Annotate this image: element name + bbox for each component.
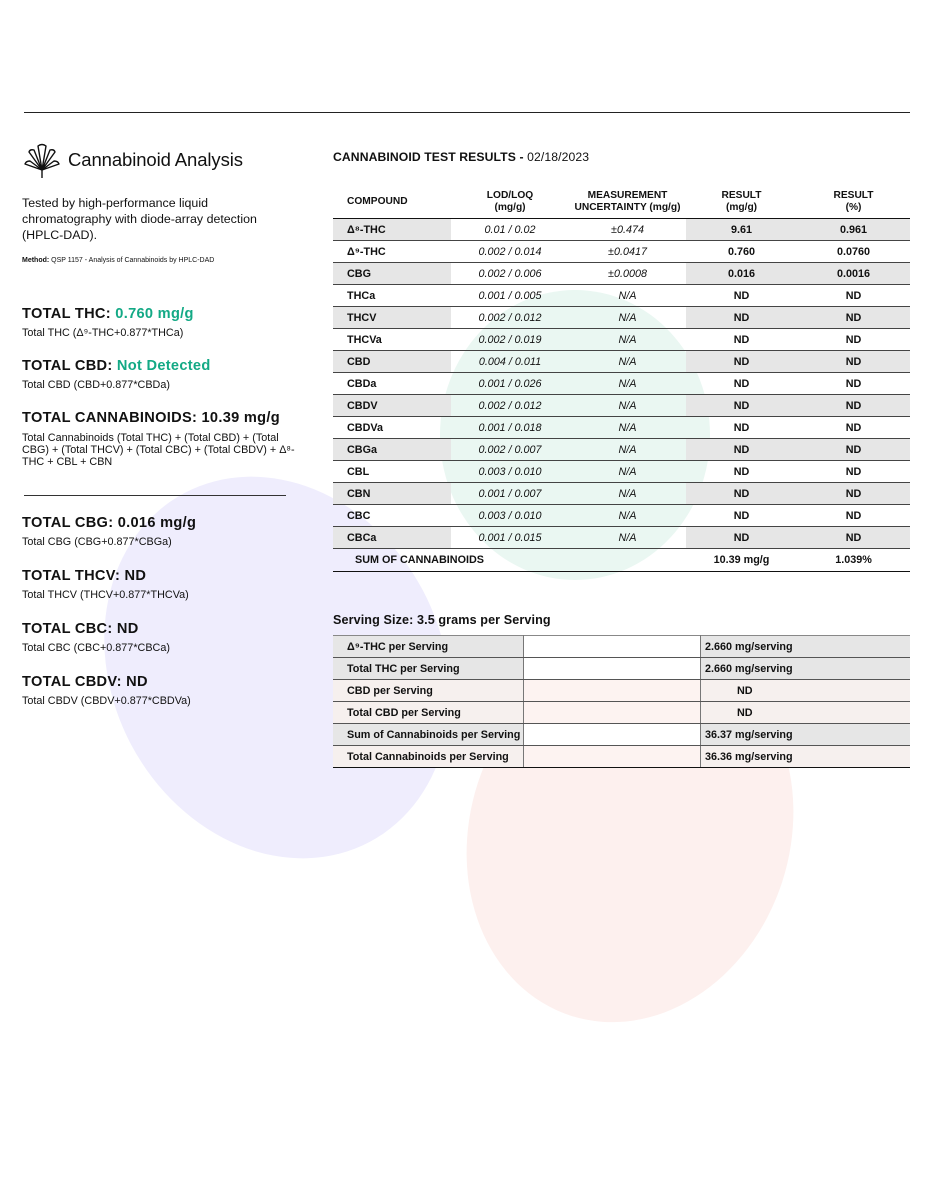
uncertainty-cell: N/A	[569, 373, 686, 395]
serving-label: CBD per Serving	[333, 680, 524, 702]
result-pct-cell: ND	[797, 285, 910, 307]
header-result-mg-label: RESULT	[721, 189, 762, 201]
uncertainty-cell: ±0.0417	[569, 241, 686, 263]
serving-size-title: Serving Size: 3.5 grams per Serving	[333, 613, 551, 627]
serving-spacer	[524, 636, 701, 658]
total-cbdv-formula: Total CBDV (CBDV+0.877*CBDVa)	[22, 695, 191, 707]
header-uncertainty-label: MEASUREMENT	[587, 189, 668, 201]
total-cbg-block	[22, 515, 297, 548]
uncertainty-cell: N/A	[569, 285, 686, 307]
results-header-row	[333, 185, 910, 219]
compound-cell: CBL	[333, 461, 451, 483]
cannabis-leaf-icon	[22, 140, 62, 180]
table-row	[333, 417, 910, 439]
results-title	[333, 150, 910, 164]
table-row	[333, 219, 910, 241]
serving-value: ND	[701, 702, 911, 724]
uncertainty-cell: ±0.0008	[569, 263, 686, 285]
results-title-label: CANNABINOID TEST RESULTS -	[333, 150, 524, 164]
total-cbc-formula: Total CBC (CBC+0.877*CBCa)	[22, 642, 170, 654]
serving-spacer	[524, 702, 701, 724]
table-row	[333, 263, 910, 285]
result-mg-cell: 0.760	[686, 241, 797, 263]
result-pct-cell: 0.961	[797, 219, 910, 241]
lod-cell: 0.004 / 0.011	[451, 351, 569, 373]
serving-label: Δ⁹-THC per Serving	[333, 636, 524, 658]
result-mg-cell: 9.61	[686, 219, 797, 241]
header-result-pct-unit: (%)	[845, 201, 862, 213]
total-thc-title	[22, 306, 297, 322]
table-row	[333, 373, 910, 395]
compound-cell: CBCa	[333, 527, 451, 549]
total-thcv-title	[22, 568, 297, 584]
compound-cell: CBG	[333, 263, 451, 285]
total-cbc-title	[22, 621, 297, 637]
total-cbd-formula: Total CBD (CBD+0.877*CBDa)	[22, 379, 170, 391]
total-cannabinoids-label: TOTAL CANNABINOIDS:	[22, 410, 198, 426]
total-thc-formula: Total THC (Δ⁹-THC+0.877*THCa)	[22, 327, 184, 339]
total-cannabinoids-value: 10.39 mg/g	[201, 410, 280, 426]
sum-label: SUM OF CANNABINOIDS	[333, 549, 569, 572]
total-thc-block	[22, 306, 297, 339]
table-row	[333, 439, 910, 461]
lod-cell: 0.003 / 0.010	[451, 461, 569, 483]
table-row	[333, 241, 910, 263]
header-result-pct	[797, 185, 910, 219]
total-cbd-value: Not Detected	[116, 358, 211, 374]
table-row	[333, 351, 910, 373]
total-cbc-label: TOTAL CBC:	[22, 621, 113, 637]
lod-cell: 0.001 / 0.005	[451, 285, 569, 307]
compound-cell: CBDVa	[333, 417, 451, 439]
lod-cell: 0.002 / 0.014	[451, 241, 569, 263]
total-cbdv-value: ND	[126, 674, 148, 690]
results-panel	[333, 150, 910, 768]
total-cbc-value: ND	[116, 621, 139, 637]
serving-row	[333, 680, 910, 702]
table-row	[333, 505, 910, 527]
total-cbg-formula: Total CBG (CBG+0.877*CBGa)	[22, 536, 172, 548]
results-table	[333, 185, 910, 572]
serving-value: 2.660 mg/serving	[701, 636, 911, 658]
summary-panel	[22, 138, 297, 707]
result-pct-cell: ND	[797, 417, 910, 439]
result-mg-cell: ND	[686, 395, 797, 417]
serving-label: Total Cannabinoids per Serving	[333, 746, 524, 768]
uncertainty-cell: N/A	[569, 483, 686, 505]
total-cannabinoids-block	[22, 410, 297, 468]
total-cbdv-title	[22, 674, 297, 690]
result-mg-cell: 0.016	[686, 263, 797, 285]
total-cbg-label: TOTAL CBG:	[22, 515, 114, 531]
page-title: Cannabinoid Analysis	[68, 149, 243, 170]
serving-spacer	[524, 658, 701, 680]
compound-cell: CBDa	[333, 373, 451, 395]
lod-cell: 0.002 / 0.006	[451, 263, 569, 285]
result-pct-cell: 0.0016	[797, 263, 910, 285]
method-note	[22, 257, 297, 264]
serving-spacer	[524, 746, 701, 768]
result-pct-cell: ND	[797, 527, 910, 549]
serving-row	[333, 702, 910, 724]
total-cbd-block	[22, 358, 297, 391]
compound-cell: CBGa	[333, 439, 451, 461]
uncertainty-cell: N/A	[569, 505, 686, 527]
uncertainty-cell: N/A	[569, 307, 686, 329]
table-row	[333, 395, 910, 417]
lod-cell: 0.01 / 0.02	[451, 219, 569, 241]
serving-value: ND	[701, 680, 911, 702]
uncertainty-cell: N/A	[569, 395, 686, 417]
method-label: Method:	[22, 257, 50, 264]
lod-cell: 0.003 / 0.010	[451, 505, 569, 527]
uncertainty-cell: N/A	[569, 439, 686, 461]
lod-cell: 0.002 / 0.012	[451, 307, 569, 329]
serving-table	[333, 635, 910, 768]
result-mg-cell: ND	[686, 505, 797, 527]
result-mg-cell: ND	[686, 329, 797, 351]
result-mg-cell: ND	[686, 307, 797, 329]
serving-spacer	[524, 680, 701, 702]
lod-cell: 0.002 / 0.019	[451, 329, 569, 351]
serving-spacer	[524, 724, 701, 746]
total-thc-label: TOTAL THC:	[22, 306, 111, 322]
header-result-pct-label: RESULT	[833, 189, 874, 201]
compound-cell: Δ⁸-THC	[333, 219, 451, 241]
uncertainty-cell: N/A	[569, 351, 686, 373]
header-lod-loq	[451, 185, 569, 219]
result-mg-cell: ND	[686, 373, 797, 395]
total-thc-value: 0.760 mg/g	[115, 306, 194, 322]
total-cbg-value: 0.016 mg/g	[117, 515, 197, 531]
total-cbg-title	[22, 515, 297, 531]
method-description: Tested by high-performance liquid chromatography with diode-array detection (HPLC-DAD).	[22, 196, 257, 242]
lod-cell: 0.001 / 0.007	[451, 483, 569, 505]
serving-value: 36.37 mg/serving	[701, 724, 911, 746]
total-cbdv-block	[22, 674, 297, 707]
lod-cell: 0.001 / 0.018	[451, 417, 569, 439]
result-mg-cell: ND	[686, 527, 797, 549]
compound-cell: THCV	[333, 307, 451, 329]
serving-label: Total CBD per Serving	[333, 702, 524, 724]
sum-mg: 10.39 mg/g	[686, 549, 797, 572]
table-row	[333, 527, 910, 549]
total-thcv-block	[22, 568, 297, 601]
serving-value: 36.36 mg/serving	[701, 746, 911, 768]
result-pct-cell: ND	[797, 329, 910, 351]
table-row	[333, 461, 910, 483]
table-row	[333, 307, 910, 329]
total-cbdv-label: TOTAL CBDV:	[22, 674, 122, 690]
brand-header	[22, 138, 297, 182]
header-uncertainty	[569, 185, 686, 219]
result-mg-cell: ND	[686, 417, 797, 439]
uncertainty-cell: N/A	[569, 417, 686, 439]
serving-row	[333, 746, 910, 768]
total-thcv-value: ND	[124, 568, 147, 584]
result-mg-cell: ND	[686, 483, 797, 505]
lod-cell: 0.001 / 0.015	[451, 527, 569, 549]
result-mg-cell: ND	[686, 439, 797, 461]
lod-cell: 0.001 / 0.026	[451, 373, 569, 395]
serving-row	[333, 658, 910, 680]
serving-row	[333, 636, 910, 658]
compound-cell: CBDV	[333, 395, 451, 417]
uncertainty-cell: N/A	[569, 527, 686, 549]
lod-cell: 0.002 / 0.012	[451, 395, 569, 417]
result-mg-cell: ND	[686, 351, 797, 373]
header-compound: COMPOUND	[333, 185, 451, 219]
compound-cell: THCa	[333, 285, 451, 307]
header-result-mg-unit: (mg/g)	[725, 201, 758, 213]
header-lod-loq-label: LOD/LOQ	[486, 189, 534, 201]
serving-row	[333, 724, 910, 746]
result-pct-cell: ND	[797, 351, 910, 373]
table-row	[333, 483, 910, 505]
total-thcv-formula: Total THCV (THCV+0.877*THCVa)	[22, 589, 189, 601]
result-pct-cell: ND	[797, 505, 910, 527]
uncertainty-cell: N/A	[569, 461, 686, 483]
header-lod-loq-unit: (mg/g)	[494, 201, 526, 213]
left-divider	[24, 495, 286, 496]
result-pct-cell: ND	[797, 483, 910, 505]
lod-cell: 0.002 / 0.007	[451, 439, 569, 461]
serving-label: Sum of Cannabinoids per Serving	[333, 724, 524, 746]
serving-value: 2.660 mg/serving	[701, 658, 911, 680]
sum-row	[333, 549, 910, 572]
compound-cell: CBC	[333, 505, 451, 527]
result-mg-cell: ND	[686, 285, 797, 307]
sum-pct: 1.039%	[797, 549, 910, 572]
compound-cell: CBD	[333, 351, 451, 373]
compound-cell: THCVa	[333, 329, 451, 351]
result-pct-cell: ND	[797, 439, 910, 461]
result-pct-cell: ND	[797, 395, 910, 417]
total-cannabinoids-title	[22, 410, 297, 426]
table-row	[333, 285, 910, 307]
result-pct-cell: ND	[797, 461, 910, 483]
serving-label: Total THC per Serving	[333, 658, 524, 680]
total-cbd-label: TOTAL CBD:	[22, 358, 113, 374]
top-divider	[24, 112, 910, 113]
result-mg-cell: ND	[686, 461, 797, 483]
total-thcv-label: TOTAL THCV:	[22, 568, 121, 584]
header-uncertainty-unit: UNCERTAINTY (mg/g)	[574, 201, 681, 213]
total-cbc-block	[22, 621, 297, 654]
uncertainty-cell: N/A	[569, 329, 686, 351]
header-result-mg	[686, 185, 797, 219]
total-cbd-title	[22, 358, 297, 374]
result-pct-cell: ND	[797, 307, 910, 329]
compound-cell: CBN	[333, 483, 451, 505]
compound-cell: Δ⁹-THC	[333, 241, 451, 263]
uncertainty-cell: ±0.474	[569, 219, 686, 241]
result-pct-cell: 0.0760	[797, 241, 910, 263]
results-date: 02/18/2023	[527, 150, 590, 164]
table-row	[333, 329, 910, 351]
method-text: QSP 1157 - Analysis of Cannabinoids by HPLC-DAD	[51, 257, 215, 264]
sum-spacer	[569, 549, 686, 572]
result-pct-cell: ND	[797, 373, 910, 395]
total-cannabinoids-formula: Total Cannabinoids (Total THC) + (Total CBD) + (Total CBG) + (Total THCV) + (Total CBC) + (Total CBDV) + Δ⁸-THC + CBL + CBN	[22, 432, 295, 468]
